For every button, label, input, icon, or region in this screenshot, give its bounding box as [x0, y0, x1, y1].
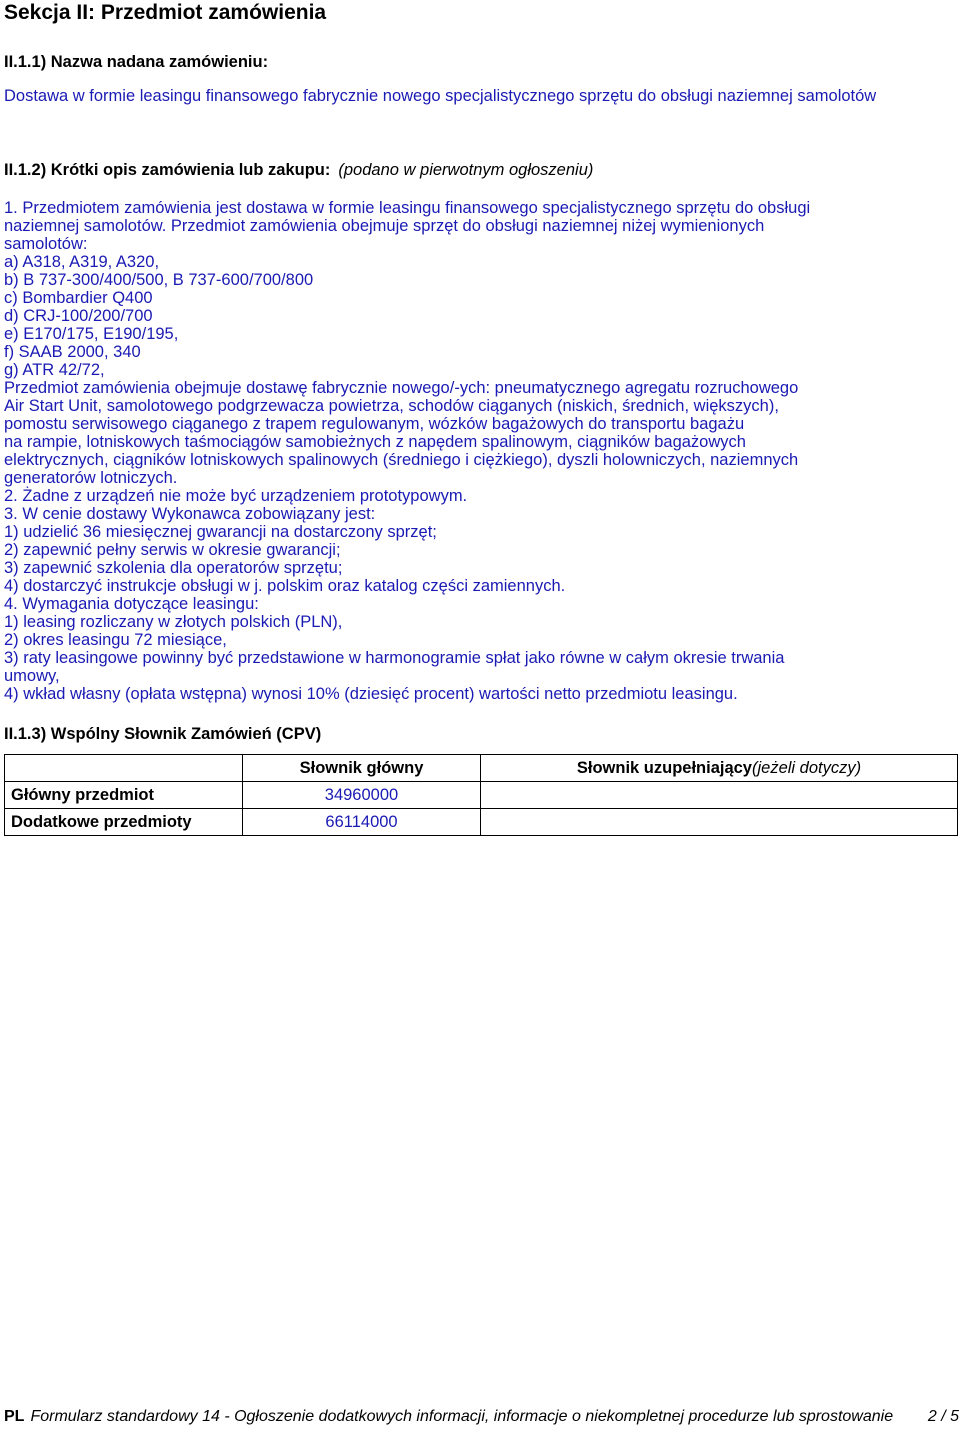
description-line: naziemnej samolotów. Przedmiot zamówienia obejmuje sprzęt do obsługi naziemnej niżej wymienionych [4, 217, 765, 235]
description-line: d) CRJ-100/200/700 [4, 307, 153, 325]
cpv-heading: II.1.3) Wspólny Słownik Zamówień (CPV) [4, 725, 322, 743]
description-line: c) Bombardier Q400 [4, 289, 153, 307]
cpv-row-label: Główny przedmiot [5, 782, 243, 809]
footer-form-text: Formularz standardowy 14 - Ogłoszenie dodatkowych informacji, informacje o niekompletnej procedurze lub sprostowanie [30, 1408, 894, 1425]
cpv-header-supp-text: Słownik uzupełniający [576, 758, 752, 777]
description-line: 1. Przedmiotem zamówienia jest dostawa w formie leasingu finansowego specjalistycznego sprzętu do obsługi [4, 199, 811, 217]
cpv-supp-code [481, 782, 958, 809]
description-line: samolotów: [4, 235, 88, 253]
name-heading: II.1.1) Nazwa nadana zamówieniu: [4, 53, 269, 71]
description-heading [4, 160, 593, 180]
description-line: 4. Wymagania dotyczące leasingu: [4, 595, 259, 613]
section-title: Sekcja II: Przedmiot zamówienia [4, 1, 327, 24]
description-line: 2. Żadne z urządzeń nie może być urządzeniem prototypowym. [4, 487, 468, 505]
description-line: g) ATR 42/72, [4, 361, 105, 379]
table-row [5, 782, 958, 809]
footer-page-number: 2 / 5 [927, 1408, 959, 1425]
description-line: f) SAAB 2000, 340 [4, 343, 141, 361]
description-line: 1) udzielić 36 miesięcznej gwarancji na dostarczony sprzęt; [4, 523, 437, 541]
cpv-main-code: 66114000 [243, 809, 481, 836]
cpv-main-code: 34960000 [243, 782, 481, 809]
description-line: 2) okres leasingu 72 miesiące, [4, 631, 227, 649]
cpv-header-empty-cell [5, 755, 243, 782]
table-row [5, 809, 958, 836]
description-line: 4) wkład własny (opłata wstępna) wynosi 10% (dziesięć procent) wartości netto przedmiotu leasingu. [4, 685, 738, 703]
cpv-header-supp [481, 755, 958, 782]
description-line: e) E170/175, E190/195, [4, 325, 179, 343]
description-line: Przedmiot zamówienia obejmuje dostawę fabrycznie nowego/-ych: pneumatycznego agregatu rozruchowego [4, 379, 799, 397]
description-line: pomostu serwisowego ciąganego z trapem regulowanym, wózków bagażowych do transportu bagażu [4, 415, 745, 433]
description-line: na rampie, lotniskowych taśmociągów samobieżnych z napędem spalinowym, ciągników bagażowych [4, 433, 746, 451]
description-line: 1) leasing rozliczany w złotych polskich (PLN), [4, 613, 343, 631]
page-footer [4, 1406, 959, 1427]
cpv-row-label: Dodatkowe przedmioty [5, 809, 243, 836]
description-line: 3) raty leasingowe powinny być przedstawione w harmonogramie spłat jako równe w całym okresie trwania [4, 649, 785, 667]
cpv-table [4, 754, 958, 836]
footer-language: PL [4, 1408, 25, 1425]
description-line: generatorów lotniczych. [4, 469, 178, 487]
description-line: 4) dostarczyć instrukcje obsługi w j. polskim oraz katalog części zamiennych. [4, 577, 566, 595]
cpv-header-main: Słownik główny [243, 755, 481, 782]
description-heading-text: II.1.2) Krótki opis zamówienia lub zakupu: [4, 161, 331, 179]
cpv-supp-code [481, 809, 958, 836]
description-line: 3) zapewnić szkolenia dla operatorów sprzętu; [4, 559, 343, 577]
description-line: b) B 737-300/400/500, B 737-600/700/800 [4, 271, 314, 289]
description-line: a) A318, A319, A320, [4, 253, 160, 271]
description-line: elektrycznych, ciągników lotniskowych spalinowych (średniego i ciężkiego), dyszli holowniczych, naziemnych [4, 451, 799, 469]
cpv-header-row [5, 755, 958, 782]
cpv-header-supp-note: (jeżeli dotyczy) [752, 758, 862, 777]
description-line: 2) zapewnić pełny serwis w okresie gwarancji; [4, 541, 341, 559]
name-value: Dostawa w formie leasingu finansowego fabrycznie nowego specjalistycznego sprzętu do obsługi naziemnej samolotów [4, 87, 877, 105]
description-line: 3. W cenie dostawy Wykonawca zobowiązany jest: [4, 505, 376, 523]
description-heading-note: (podano w pierwotnym ogłoszeniu) [338, 161, 594, 179]
description-body [4, 199, 949, 703]
description-line: Air Start Unit, samolotowego podgrzewacza powietrza, schodów ciąganych (niskich, średnich, większych), [4, 397, 779, 415]
description-line: umowy, [4, 667, 60, 685]
